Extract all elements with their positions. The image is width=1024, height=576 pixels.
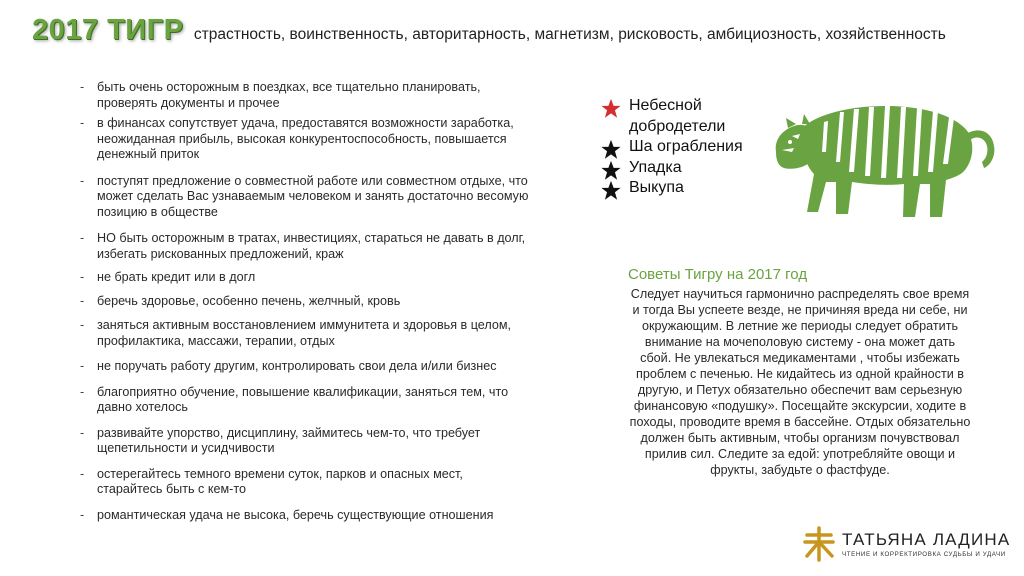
traits-subtitle: страстность, воинственность, авторитарность, магнетизм, рисковость, амбициозность, хозяйственность: [193, 26, 946, 43]
list-item: - развивайте упорство, дисциплину, займитесь чем-то, что требует щепетильности и усидчивости: [80, 426, 530, 457]
logo: [802, 526, 1012, 566]
list-item: - заняться активным восстановлением иммунитета и здоровья в целом, профилактика, массажи, терапии, отдых: [80, 318, 530, 349]
star-label: Выкупа: [629, 179, 684, 196]
star-label: Небесной добродетели: [629, 97, 726, 135]
tiger-icon: [770, 92, 1000, 227]
hieroglyph-logo-icon: [802, 526, 836, 562]
list-item: - не брать кредит или в догл: [80, 270, 530, 286]
list-item: - беречь здоровье, особенно печень, желчный, кровь: [80, 294, 530, 310]
star-item-ransom: [600, 178, 743, 199]
year-title: 2017 ТИГР: [32, 14, 184, 46]
list-item: - романтическая удача не высока, беречь существующие отношения: [80, 508, 530, 524]
list-item: - в финансах сопутствует удача, предоставятся возможности заработка, неожиданная прибыль, высокая конкурентоспособность, повышается денежный приток: [80, 116, 530, 163]
list-item: - остерегайтесь темного времени суток, парков и опасных мест, старайтесь быть с кем-то: [80, 467, 530, 498]
star-shape: [601, 140, 620, 159]
list-item: - поступят предложение о совместной работе или совместном отдыхе, что может сделать Вас узнаваемым человеком и занять достаточно весомую позицию в обществе: [80, 174, 530, 221]
star-label: Упадка: [629, 158, 682, 176]
list-item: - НО быть осторожным в тратах, инвестициях, стараться не давать в долг, избегать рискованных предложений, краж: [80, 231, 530, 262]
logo-name: ТАТЬЯНА ЛАДИНА: [842, 530, 1011, 549]
star-item-robbery: [600, 137, 743, 158]
star-icon: [600, 180, 622, 201]
star-item-decline: [600, 158, 743, 179]
advice-section: [628, 266, 972, 478]
star-label: Ша ограбления: [629, 138, 743, 155]
advice-text: Следует научиться гармонично распределять свое время и тогда Вы успеете везде, не причиняя вреда ни себе, ни окружающим. В летние же периоды следует обратить внимание на мочеполовую систему - она может дать сбой. Не увлекаться медикаментами , чтобы избежать проблем с печенью. Не кидайтесь из одной крайности в другую, и Петух обязательно обеспечит вам серьезную финансовую «подушку». Посещайте экскурсии, ходите в походы, проводите время в бассейне. Отдых обязательно должен быть активным, чтобы организм почувствовал прилив сил. Следите за едой: употребляйте овощи и фрукты, забудьте о фастфуде.: [629, 287, 971, 477]
star-item-heavenly-virtue: [600, 96, 743, 137]
stars-legend: [600, 96, 743, 199]
tips-list: [80, 80, 530, 523]
list-item: - быть очень осторожным в поездках, все тщательно планировать, проверять документы и прочее: [80, 80, 530, 111]
list-item: - не поручать работу другим, контролировать свои дела и/или бизнес: [80, 359, 530, 375]
list-item: - благоприятно обучение, повышение квалификации, заняться тем, что давно хотелось: [80, 385, 530, 416]
page-title: [32, 14, 1004, 47]
star-shape: [601, 160, 620, 179]
advice-title: Советы Тигру на 2017 год: [628, 266, 808, 283]
star-icon: [600, 98, 622, 119]
star-shape: [601, 99, 620, 118]
star-shape: [601, 181, 620, 200]
logo-tagline: ЧТЕНИЕ И КОРРЕКТИРОВКА СУДЬБЫ И УДАЧИ: [842, 551, 1006, 558]
